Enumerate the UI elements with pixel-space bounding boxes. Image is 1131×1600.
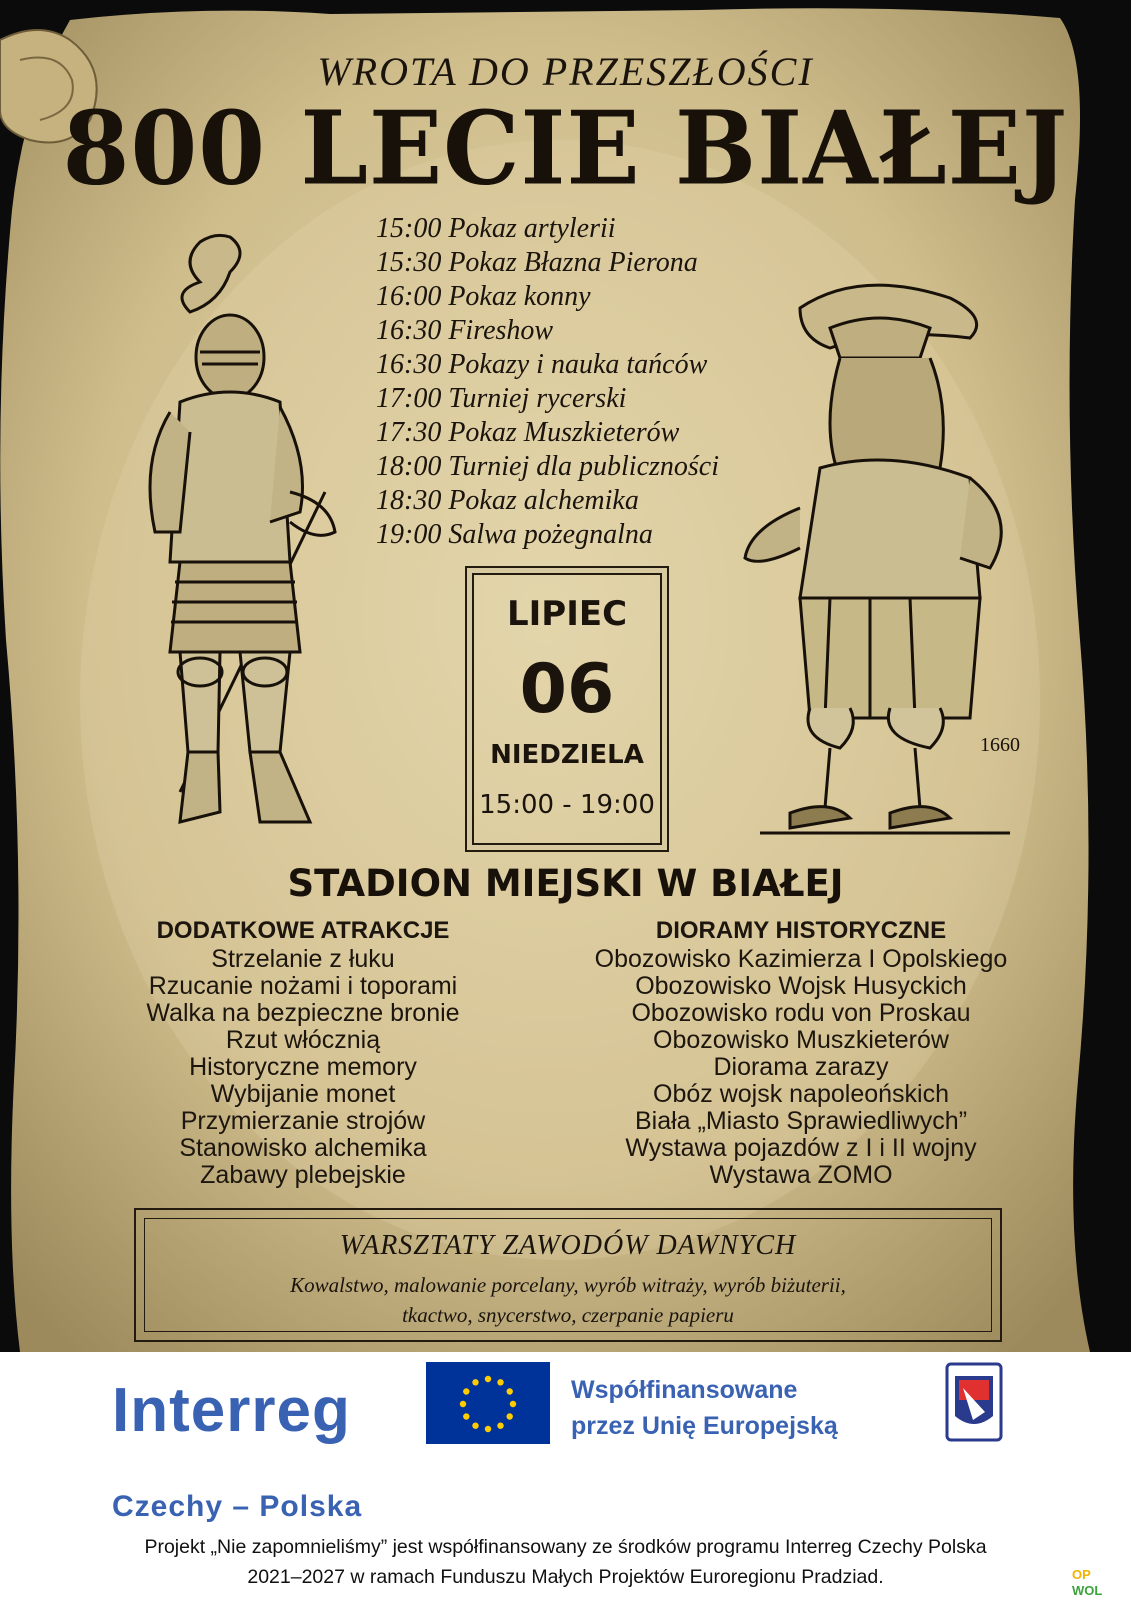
diorama-item: Wystawa ZOMO [709, 1161, 893, 1189]
schedule-item: 18:30 Pokaz alchemika [376, 485, 639, 516]
attraction-item: Strzelanie z łuku [211, 945, 395, 973]
diorama-item: Obozowisko Muszkieterów [653, 1026, 949, 1054]
dioramas-column [566, 916, 1036, 1189]
footer-line: 2021–2027 w ramach Funduszu Małych Projektów Euroregionu Pradziad. [247, 1566, 884, 1588]
eu-line: Współfinansowane [571, 1376, 798, 1404]
euroregion-praded-logo-icon [945, 1362, 1003, 1442]
diorama-item: Biała „Miasto Sprawiedliwych” [634, 1107, 968, 1135]
diorama-item: Wystawa pojazdów z I i II wojny [625, 1134, 977, 1162]
dioramas-heading: DIORAMY HISTORYCZNE [655, 917, 947, 944]
schedule-item: 18:00 Turniej dla publiczności [376, 451, 719, 482]
eu-flag-icon [426, 1362, 550, 1444]
workshops-box [134, 1208, 1002, 1342]
schedule-item: 17:00 Turniej rycerski [376, 383, 627, 414]
attraction-item: Rzut włócznią [225, 1026, 381, 1054]
knight-illustration [140, 232, 360, 842]
diorama-item: Diorama zarazy [713, 1053, 889, 1081]
date-hours: 15:00 - 19:00 [479, 790, 655, 820]
diorama-item: Obozowisko Wojsk Husyckich [635, 972, 967, 1000]
diorama-item: Obozowisko Kazimierza I Opolskiego [594, 945, 1008, 973]
attractions-heading: DODATKOWE ATRAKCJE [156, 917, 450, 944]
schedule-item: 16:30 Pokazy i nauka tańców [376, 349, 708, 380]
footer-note [0, 1524, 1131, 1600]
eu-cofinancing-text [571, 1372, 838, 1444]
attractions-column [68, 916, 538, 1189]
date-box [465, 566, 669, 852]
attraction-item: Walka na bezpieczne bronie [146, 999, 460, 1027]
workshops-line: Kowalstwo, malowanie porcelany, wyrób witraży, wyrób biżuterii, [290, 1273, 846, 1297]
attraction-item: Historyczne memory [189, 1053, 417, 1081]
illustration-year: 1660 [980, 734, 1020, 756]
schedule-item: 16:00 Pokaz konny [376, 281, 591, 312]
schedule-item: 15:30 Pokaz Błazna Pierona [376, 247, 698, 278]
date-day: 06 [519, 650, 615, 729]
attraction-item: Przymierzanie strojów [180, 1107, 426, 1135]
poster-title: 800 LECIE BIAŁEJ [62, 89, 1069, 208]
schedule-item: 16:30 Fireshow [376, 315, 554, 346]
eu-line: przez Unię Europejską [571, 1412, 838, 1440]
poster-subtitle: WROTA DO PRZESZŁOŚCI [317, 49, 814, 94]
diorama-item: Obozowisko rodu von Proskau [631, 999, 971, 1027]
footer-line: Projekt „Nie zapomnieliśmy” jest współfinansowany ze środków programu Interreg Czechy Polska [144, 1536, 987, 1558]
diorama-item: Obóz wojsk napoleońskich [653, 1080, 949, 1108]
programme-name: Czechy – Polska [112, 1490, 363, 1523]
attraction-item: Stanowisko alchemika [179, 1134, 427, 1162]
date-month: LIPIEC [506, 594, 628, 634]
schedule-list [376, 212, 796, 552]
interreg-logo: Interreg [112, 1376, 351, 1445]
workshops-description [136, 1270, 1000, 1330]
svg-text:WOL: WOL [1072, 1583, 1103, 1597]
schedule-item: 15:00 Pokaz artylerii [376, 213, 616, 244]
schedule-item: 19:00 Salwa pożegnalna [376, 519, 653, 550]
workshops-line: tkactwo, snycerstwo, czerpanie papieru [402, 1303, 734, 1327]
date-weekday: NIEDZIELA [490, 740, 644, 770]
svg-text:OP: OP [1072, 1567, 1091, 1582]
attraction-item: Zabawy plebejskie [200, 1161, 406, 1189]
attraction-item: Wybijanie monet [210, 1080, 396, 1108]
workshops-title: WARSZTATY ZAWODÓW DAWNYCH [339, 1230, 797, 1261]
venue-heading: STADION MIEJSKI W BIAŁEJ [287, 862, 844, 905]
attraction-item: Rzucanie nożami i toporami [148, 972, 458, 1000]
schedule-item: 17:30 Pokaz Muszkieterów [376, 417, 680, 448]
opwol-watermark-logo [1070, 1565, 1126, 1597]
